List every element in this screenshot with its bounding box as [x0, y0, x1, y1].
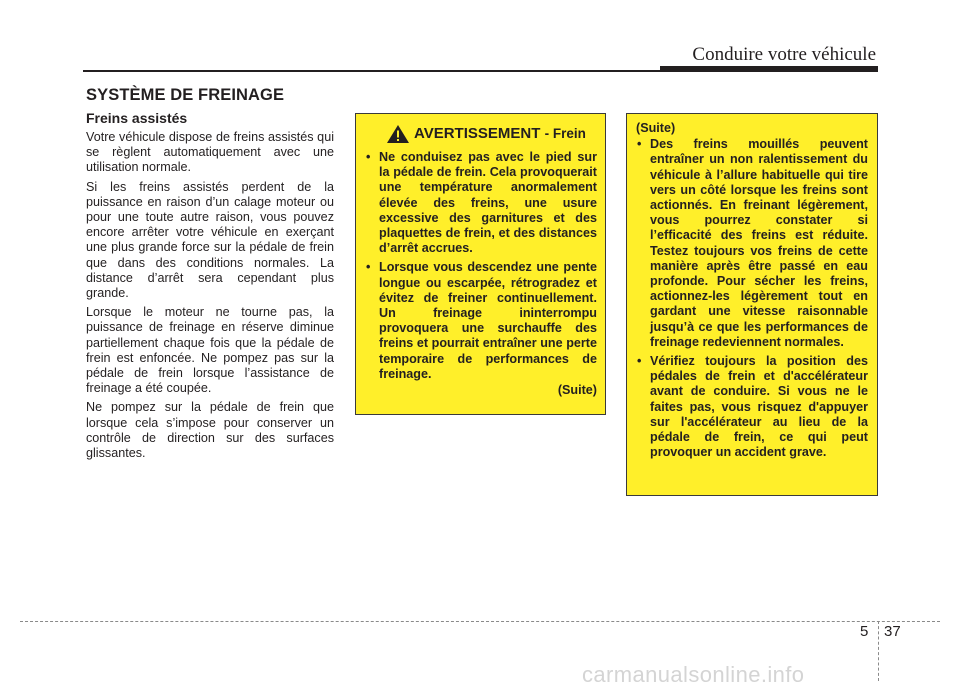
chapter-number: 5 [860, 623, 869, 640]
body-paragraph: Lorsque le moteur ne tourne pas, la puissance de freinage en réserve diminue partiellement chaque fois que la pédale de frein est enfoncée. Ne pompez pas sur la pédale de frein lorsque l’assistance de freinage a été coupée. [86, 305, 334, 396]
warning-title [414, 126, 586, 141]
body-column [86, 110, 334, 465]
header-rule-thin [83, 70, 667, 72]
continued-label: (Suite) [636, 121, 676, 135]
warning-box [355, 113, 606, 415]
warning-item: • Ne conduisez pas avec le pied sur la pédale de frein. Cela provoquerait une température anormalement élevée des freins, une usure excessive des garnitures et des plaquettes de frein, et des distances d’arrêt accrues. [365, 150, 597, 256]
body-paragraph: Si les freins assistés perdent de la puissance en raison d’un calage moteur ou pour une toute autre raison, vous pouvez encore arrêter votre véhicule en exerçant une plus grande force sur la pédale de frein que dans des conditions normales. La distance d’arrêt sera cependant plus grande. [86, 179, 334, 301]
warning-item: • Des freins mouillés peuvent entraîner un non ralentissement du véhicule à l’allure habituelle qui tire vers un côté lorsque les freins sont actionnés. En freinant légèrement, vous pourrez constater si l’efficacité des freins est réduite. Testez toujours vos freins de cette manière après être passé en eau profonde. Pour sécher les freins, actionnez-les légèrement tout en gardant une vitesse raisonnable jusqu’à ce que les performances de freinage redeviennent normales. [636, 137, 868, 350]
warning-list [365, 150, 597, 382]
page-number: 37 [884, 623, 901, 640]
warning-title-text: AVERTISSEMENT [414, 125, 541, 143]
footer-rule [20, 621, 940, 622]
continued-label: (Suite) [557, 383, 597, 398]
body-paragraph: Votre véhicule dispose de freins assistés qui se règlent automatiquement avec une utilisation normale. [86, 130, 334, 175]
watermark: carmanualsonline.info [582, 662, 805, 687]
warning-item: • Vérifiez toujours la position des pédales de frein et d'accélérateur avant de conduire. Si vous ne le faites pas, vous risquez d'appuyer sur l'accélérateur au lieu de la pédale de frein, ce qui peut provoquer un accident grave. [636, 354, 868, 460]
header-rule-thick [660, 66, 878, 72]
body-paragraph: Ne pompez sur la pédale de frein que lorsque cela s’impose pour conserver un contrôle de direction sur des surfaces glissantes. [86, 400, 334, 461]
subsection-heading: Freins assistés [86, 110, 188, 126]
warning-subtitle: - Frein [544, 126, 586, 142]
footer-divider [878, 621, 879, 681]
warning-header [365, 124, 597, 144]
warning-box-continued [626, 113, 878, 496]
warning-list [636, 137, 868, 460]
warning-triangle-icon [386, 124, 410, 144]
running-header: Conduire votre véhicule [692, 44, 876, 65]
warning-item: • Lorsque vous descendez une pente longue ou escarpée, rétrogradez et évitez de freiner continuellement. Un freinage ininterrompu provoquera une surchauffe des freins et pourrait entraîner une perte temporaire de performances de freinage. [365, 260, 597, 382]
section-title: SYSTÈME DE FREINAGE [86, 86, 285, 104]
